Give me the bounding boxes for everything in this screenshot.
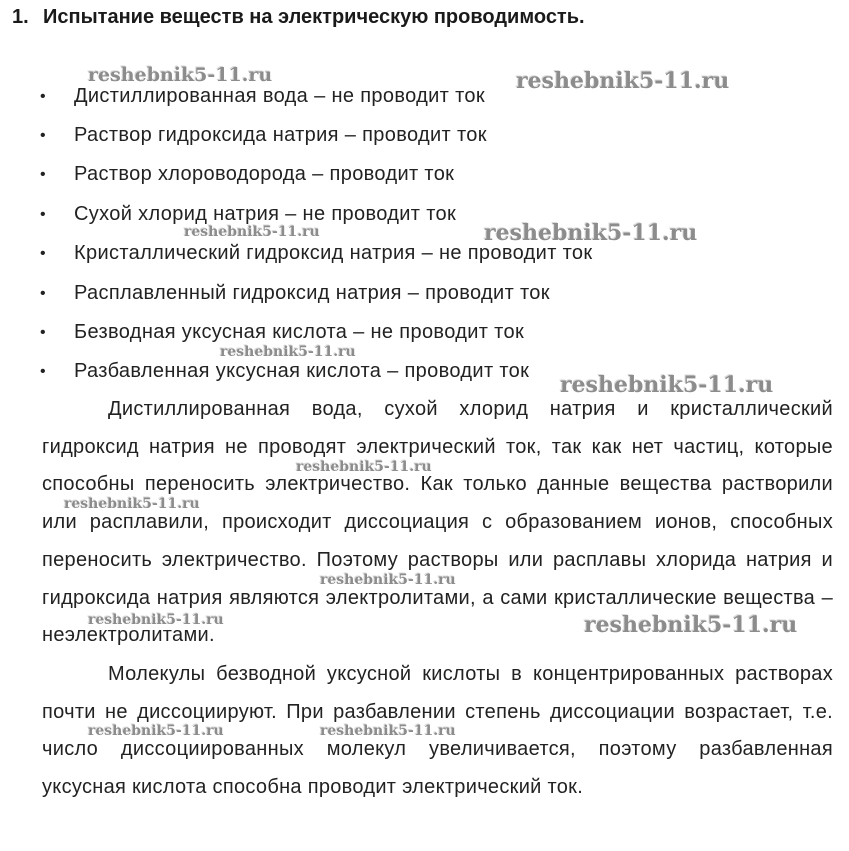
section-number: 1. — [12, 6, 29, 28]
list-item-text: Дистиллированная вода – не проводит ток — [74, 85, 485, 107]
list-item — [40, 162, 454, 187]
bullet-icon: • — [40, 88, 46, 105]
section-title: Испытание веществ на электрическую проводимость. — [43, 6, 585, 28]
list-item-text: Кристаллический гидроксид натрия – не проводит ток — [74, 242, 593, 264]
watermark: reshebnik5-11.ru — [88, 723, 224, 739]
watermark: reshebnik5-11.ru — [184, 224, 320, 240]
list-item-text: Сухой хлорид натрия – не проводит ток — [74, 203, 457, 225]
watermark: reshebnik5-11.ru — [516, 68, 730, 94]
watermark: reshebnik5-11.ru — [484, 220, 698, 246]
section-heading — [12, 6, 585, 29]
list-item — [40, 84, 485, 109]
explanation-paragraph-2: Молекулы безводной уксусной кислоты в концентрированных растворах почти не диссоциируют. При разбавлении степень диссоциации возрастает, т.е. число диссоциированных молекул увеличивается, поэтому разбавленная уксусная кислота способна проводит электрический ток. — [42, 663, 833, 799]
watermark: reshebnik5-11.ru — [88, 612, 224, 628]
list-item — [40, 359, 529, 384]
bullet-icon: • — [40, 285, 46, 302]
bullet-icon: • — [40, 245, 46, 262]
list-item — [40, 320, 524, 345]
list-item — [40, 123, 487, 148]
watermark: reshebnik5-11.ru — [320, 723, 456, 739]
bullet-icon: • — [40, 363, 46, 380]
list-item — [40, 281, 550, 306]
list-item — [40, 241, 592, 266]
list-item-text: Разбавленная уксусная кислота – проводит ток — [74, 360, 530, 382]
list-item-text: Расплавленный гидроксид натрия – проводит ток — [74, 282, 550, 304]
watermark: reshebnik5-11.ru — [320, 572, 456, 588]
watermark: reshebnik5-11.ru — [64, 496, 200, 512]
bullet-icon: • — [40, 324, 46, 341]
list-item — [40, 202, 456, 227]
list-item-text: Раствор хлороводорода – проводит ток — [74, 163, 455, 185]
watermark: reshebnik5-11.ru — [560, 372, 774, 398]
watermark: reshebnik5-11.ru — [220, 344, 356, 360]
bullet-icon: • — [40, 206, 46, 223]
list-item-text: Безводная уксусная кислота – не проводит ток — [74, 321, 525, 343]
bullet-icon: • — [40, 127, 46, 144]
explanation-paragraph-1: Дистиллированная вода, сухой хлорид натрия и кристаллический гидроксид натрия не проводят электрический ток, так как нет частиц, которые способны переносить электричество. Как только данные вещества растворили или расплавили, происходит диссоциация с образованием ионов, способных переносить электричество. Поэтому растворы или расплавы хлорида натрия и гидроксида натрия являются электролитами, а сами кристаллические вещества – неэлектролитами. — [42, 398, 833, 647]
watermark: reshebnik5-11.ru — [584, 612, 798, 638]
watermark: reshebnik5-11.ru — [88, 64, 273, 86]
bullet-icon: • — [40, 166, 46, 183]
list-item-text: Раствор гидроксида натрия – проводит ток — [74, 124, 487, 146]
watermark: reshebnik5-11.ru — [296, 459, 432, 475]
